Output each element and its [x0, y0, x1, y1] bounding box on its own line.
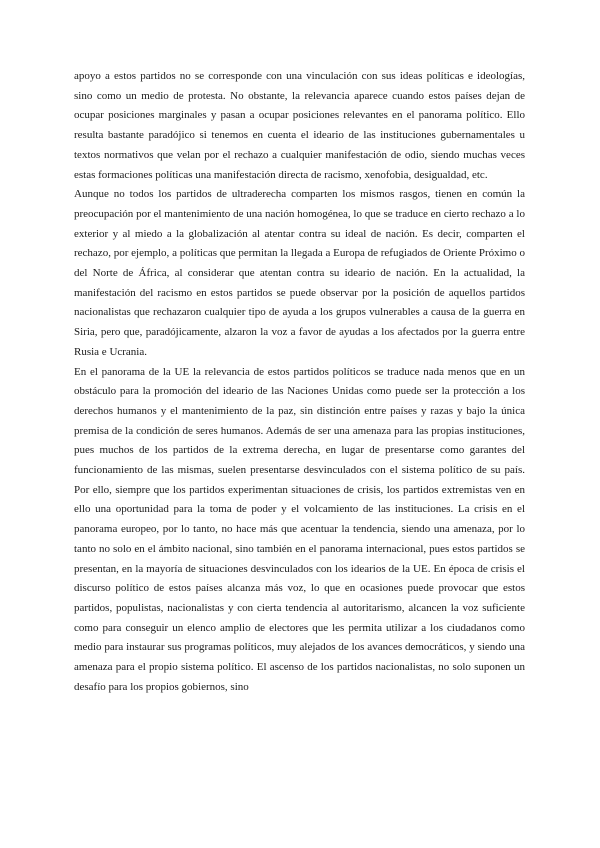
paragraph-2: Aunque no todos los partidos de ultraderecha comparten los mismos rasgos, tienen en común la preocupación por el mantenimiento de una nación homogénea, lo que se traduce en cierto rechazo a lo exterior y al miedo a la globalización al atentar contra su ideal de nación. Es decir, comparten el rechazo, por ejemplo, a políticas que permitan la llegada a Europa de refugiados de Oriente Próximo o del Norte de África, al considerar que atentan contra su ideario de nación. En la actualidad, la manifestación del racismo en estos partidos se puede observar por la posición de aquellos partidos nacionalistas que rechazaron cualquier tipo de ayuda a los grupos vulnerables a causa de la guerra en Siria, pero que, paradójicamente, alzaron la voz a favor de ayudas a los afectados por la guerra entre Rusia e Ucrania.	[74, 188, 525, 358]
body-text	[74, 67, 525, 698]
paragraph-3: En el panorama de la UE la relevancia de estos partidos políticos se traduce nada menos que en un obstáculo para la promoción del ideario de las Naciones Unidas como puede ser la protección a los derechos humanos y el mantenimiento de la paz, sin distinción entre países y razas y bajo la única premisa de la condición de seres humanos. Además de ser una amenaza para las propias instituciones, pues muchos de los partidos de la extrema derecha, en lugar de presentarse como garantes del funcionamiento de las mismas, suelen presentarse desvinculados con el sistema político de su país. Por ello, siempre que los partidos experimentan situaciones de crisis, los partidos extremistas ven en ello una oportunidad para la toma de poder y el volcamiento de las instituciones. La crisis en el panorama europeo, por lo tanto, no hace más que acentuar la tendencia, siendo una amenaza, por lo tanto no solo en el ámbito nacional, sino también en el panorama internacional, pues estos partidos se presentan, en la mayoría de situaciones desvinculados con los idearios de la UE. En época de crisis el discurso político de estos países alcanza más voz, lo que en ocasiones puede provocar que estos partidos, populistas, nacionalistas y con cierta tendencia al autoritarismo, alcancen la voz suficiente como para conseguir un elenco amplio de electores que les permita utilizar a los ciudadanos como medio para instaurar sus programas políticos, muy alejados de los avances democráticos, y siendo una amenaza para el propio sistema político. El ascenso de los partidos nacionalistas, no solo suponen un desafío para los propios gobiernos, sino	[74, 365, 525, 693]
paragraph-1: apoyo a estos partidos no se corresponde con una vinculación con sus ideas políticas e ideologías, sino como un medio de protesta. No obstante, la relevancia aparece cuando estos países dejan de ocupar posiciones marginales y pasan a ocupar posiciones relevantes en el panorama político. Ello resulta bastante paradójico si tenemos en cuenta el ideario de las instituciones gubernamentales u textos normativos que velan por el rechazo a cualquier manifestación de odio, siendo muchas veces estas formaciones políticas una manifestación directa de racismo, xenofobia, desigualdad, etc.	[74, 70, 525, 181]
